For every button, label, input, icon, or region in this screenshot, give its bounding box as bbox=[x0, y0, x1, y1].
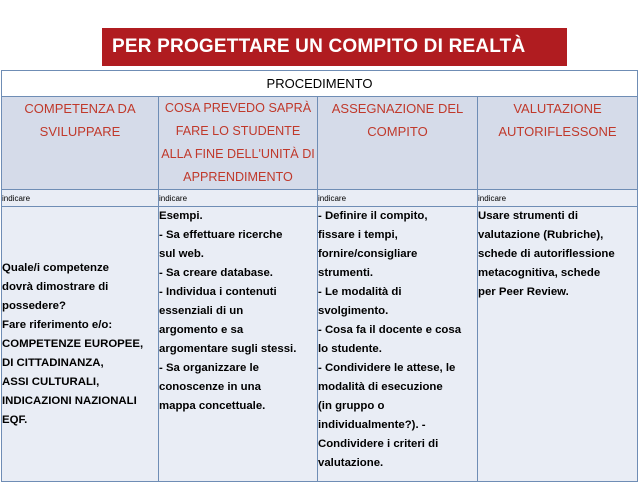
cell-line: - Sa organizzare le bbox=[159, 362, 260, 374]
cell-line: Quale/i competenze bbox=[2, 261, 109, 274]
cell-line: sul web. bbox=[159, 248, 204, 260]
cell-line: mappa concettuale. bbox=[159, 400, 266, 412]
cell-line: Fare riferimento e/o: bbox=[2, 318, 113, 331]
indicator-cell: indicare bbox=[318, 190, 478, 207]
cell-line: dovrà dimostrare di bbox=[2, 280, 109, 293]
cell-line: DI CITTADINANZA, bbox=[2, 356, 104, 369]
cell-line: Usare strumenti di bbox=[478, 210, 579, 222]
cell-valutazione bbox=[478, 207, 638, 482]
cell-line: strumenti. bbox=[318, 267, 374, 279]
planning-table bbox=[1, 70, 638, 482]
cell-line: fissare i tempi, bbox=[318, 229, 398, 241]
cell-line: lo studente. bbox=[318, 343, 382, 355]
cell-line: - Definire il compito, bbox=[318, 210, 428, 222]
cell-cosa-prevedo bbox=[159, 207, 318, 482]
cell-line: COMPETENZE EUROPEE, bbox=[2, 337, 144, 350]
indicator-cell: indicare bbox=[159, 190, 318, 207]
cell-line: conoscenze in una bbox=[159, 381, 261, 393]
cell-line: valutazione. bbox=[318, 457, 384, 469]
cell-line: - Condividere le attese, le bbox=[318, 362, 456, 374]
cell-line: svolgimento. bbox=[318, 305, 389, 317]
cell-competenza bbox=[2, 207, 159, 482]
cell-line: - Individua i contenuti bbox=[159, 286, 277, 298]
indicator-row bbox=[2, 190, 638, 207]
column-header-row bbox=[2, 97, 638, 190]
cell-assegnazione bbox=[318, 207, 478, 482]
cell-line: schede di autoriflessione bbox=[478, 248, 615, 260]
cell-line: Esempi. bbox=[159, 210, 203, 222]
cell-line: valutazione (Rubriche), bbox=[478, 229, 604, 241]
section-header-row bbox=[2, 71, 638, 97]
section-header: PROCEDIMENTO bbox=[2, 71, 638, 97]
indicator-cell: indicare bbox=[478, 190, 638, 207]
cell-line: essenziali di un bbox=[159, 305, 244, 317]
cell-line: - Le modalità di bbox=[318, 286, 402, 298]
cell-line: possedere? bbox=[2, 299, 66, 312]
cell-line: fornire/consigliare bbox=[318, 248, 418, 260]
cell-line: EQF. bbox=[2, 413, 28, 426]
cell-line: per Peer Review. bbox=[478, 286, 569, 298]
cell-line: argomento e sa bbox=[159, 324, 244, 336]
cell-line: - Sa creare database. bbox=[159, 267, 273, 279]
cell-line: - Cosa fa il docente e cosa bbox=[318, 324, 462, 336]
cell-line: ASSI CULTURALI, bbox=[2, 375, 100, 388]
column-header-competenza: COMPETENZA DA SVILUPPARE bbox=[2, 97, 159, 190]
cell-line: Condividere i criteri di bbox=[318, 438, 439, 450]
cell-line: modalità di esecuzione bbox=[318, 381, 443, 393]
content-row bbox=[2, 207, 638, 482]
cell-line: individualmente?). - bbox=[318, 419, 426, 431]
indicator-cell: indicare bbox=[2, 190, 159, 207]
page-title: PER PROGETTARE UN COMPITO DI REALTÀ bbox=[102, 28, 567, 66]
cell-line: metacognitiva, schede bbox=[478, 267, 601, 279]
column-header-cosa-prevedo: COSA PREVEDO SAPRÀ FARE LO STUDENTE ALLA FINE DELL'UNITÀ DI APPRENDIMENTO bbox=[159, 97, 318, 190]
cell-line: INDICAZIONI NAZIONALI bbox=[2, 394, 137, 407]
cell-line: (in gruppo o bbox=[318, 400, 385, 412]
column-header-valutazione: VALUTAZIONE AUTORIFLESSONE bbox=[478, 97, 638, 190]
cell-line: - Sa effettuare ricerche bbox=[159, 229, 283, 241]
column-header-assegnazione: ASSEGNAZIONE DEL COMPITO bbox=[318, 97, 478, 190]
cell-line: argomentare sugli stessi. bbox=[159, 343, 297, 355]
